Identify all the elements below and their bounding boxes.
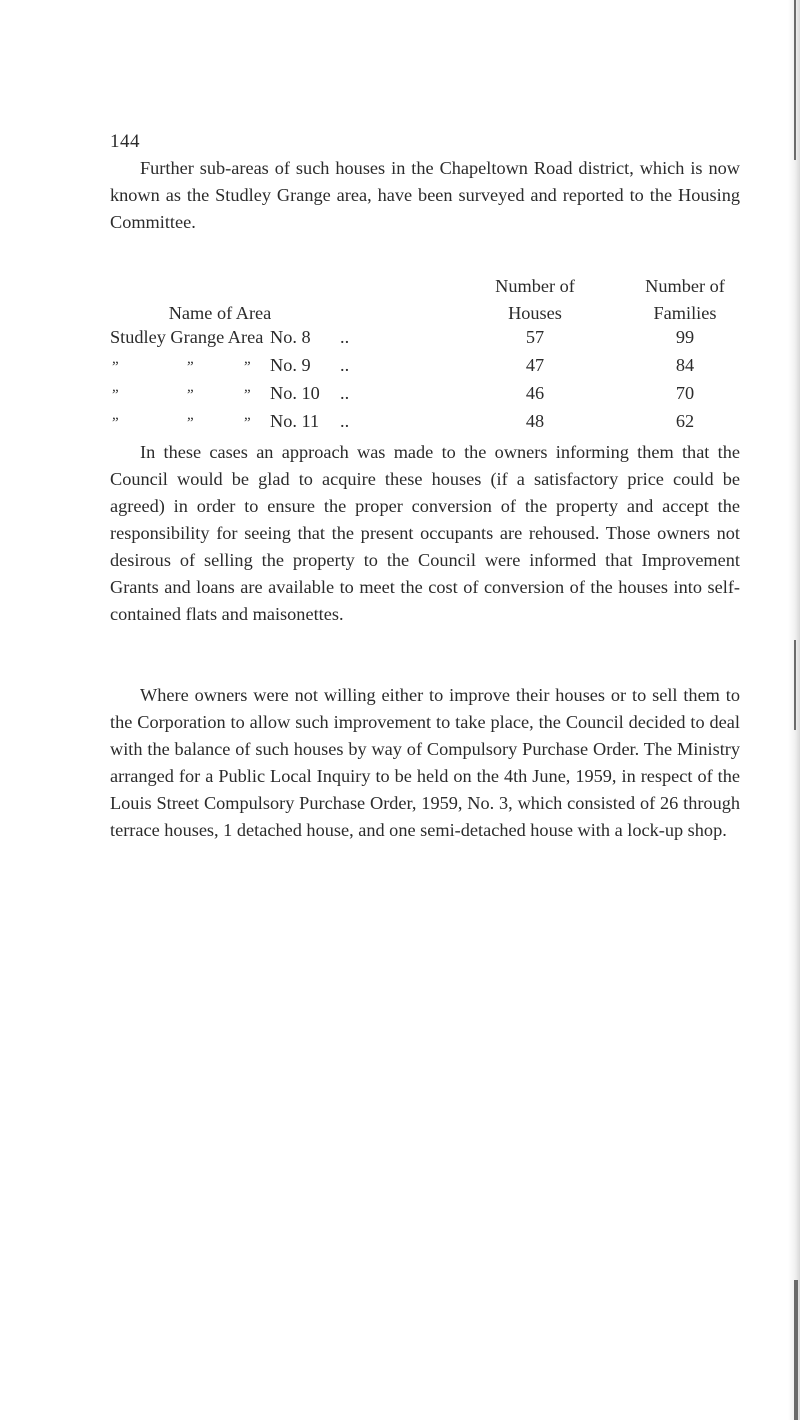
families-count: 70 [675,383,695,403]
table-row [0,327,800,357]
houses-count: 48 [525,411,545,431]
scan-shadow-line [794,640,796,730]
body-paragraph: In these cases an approach was made to the owners informing them that the Council would be glad to acquire these houses (if a satisfactory price could be agreed) in order to ensure the proper conversion of the property and accept the responsibility for seeing that the present occupants are rehoused. Those owners not desirous of selling the property to the Council were informed that Improvement Grants and loans are available to meet the cost of conversion of the houses into self-contained flats and maisonettes. [110,442,740,624]
ditto-mark: ” [112,387,119,403]
ditto-mark: ” [244,415,251,431]
area-name: Studley Grange Area [110,327,264,347]
table-row [0,411,800,441]
houses-count: 47 [525,355,545,375]
ditto-mark: ” [187,359,194,375]
leader-dots: .. [340,327,350,347]
header-name-of-area: Name of Area [168,303,272,323]
ditto-mark: ” [244,359,251,375]
ditto-mark: ” [112,359,119,375]
ditto-mark: ” [112,415,119,431]
leader-dots: .. [340,383,350,403]
area-number: No. 10 [270,383,320,403]
page-number: 144 [110,131,140,152]
table-row [0,355,800,385]
area-number: No. 8 [270,327,311,347]
header-number-of-houses: Number of Houses [495,276,575,323]
area-number: No. 9 [270,355,311,375]
ditto-mark: ” [187,415,194,431]
ditto-mark: ” [244,387,251,403]
body-paragraph: Where owners were not willing either to improve their houses or to sell them to the Corporation to allow such improvement to take place, the Council decided to deal with the balance of such houses by way of Compulsory Purchase Order. The Ministry arranged for a Public Local Inquiry to be held on the 4th June, 1959, in respect of the Louis Street Compulsory Purchase Order, 1959, No. 3, which consisted of 26 through terrace houses, 1 detached house, and one semi-detached house with a lock-up shop. [110,685,740,840]
table-row [0,383,800,413]
leader-dots: .. [340,355,350,375]
families-count: 62 [675,411,695,431]
families-count: 84 [675,355,695,375]
leader-dots: .. [340,411,350,431]
houses-count: 57 [525,327,545,347]
scan-shadow-line [794,1280,798,1420]
header-number-of-families: Number of Families [645,276,725,323]
scan-shadow-line [794,0,796,160]
intro-paragraph: Further sub-areas of such houses in the Chapeltown Road district, which is now known as the Studley Grange area, have been surveyed and reported to the Housing Committee. [110,158,740,232]
area-number: No. 11 [270,411,320,431]
ditto-mark: ” [187,387,194,403]
families-count: 99 [675,327,695,347]
houses-count: 46 [525,383,545,403]
